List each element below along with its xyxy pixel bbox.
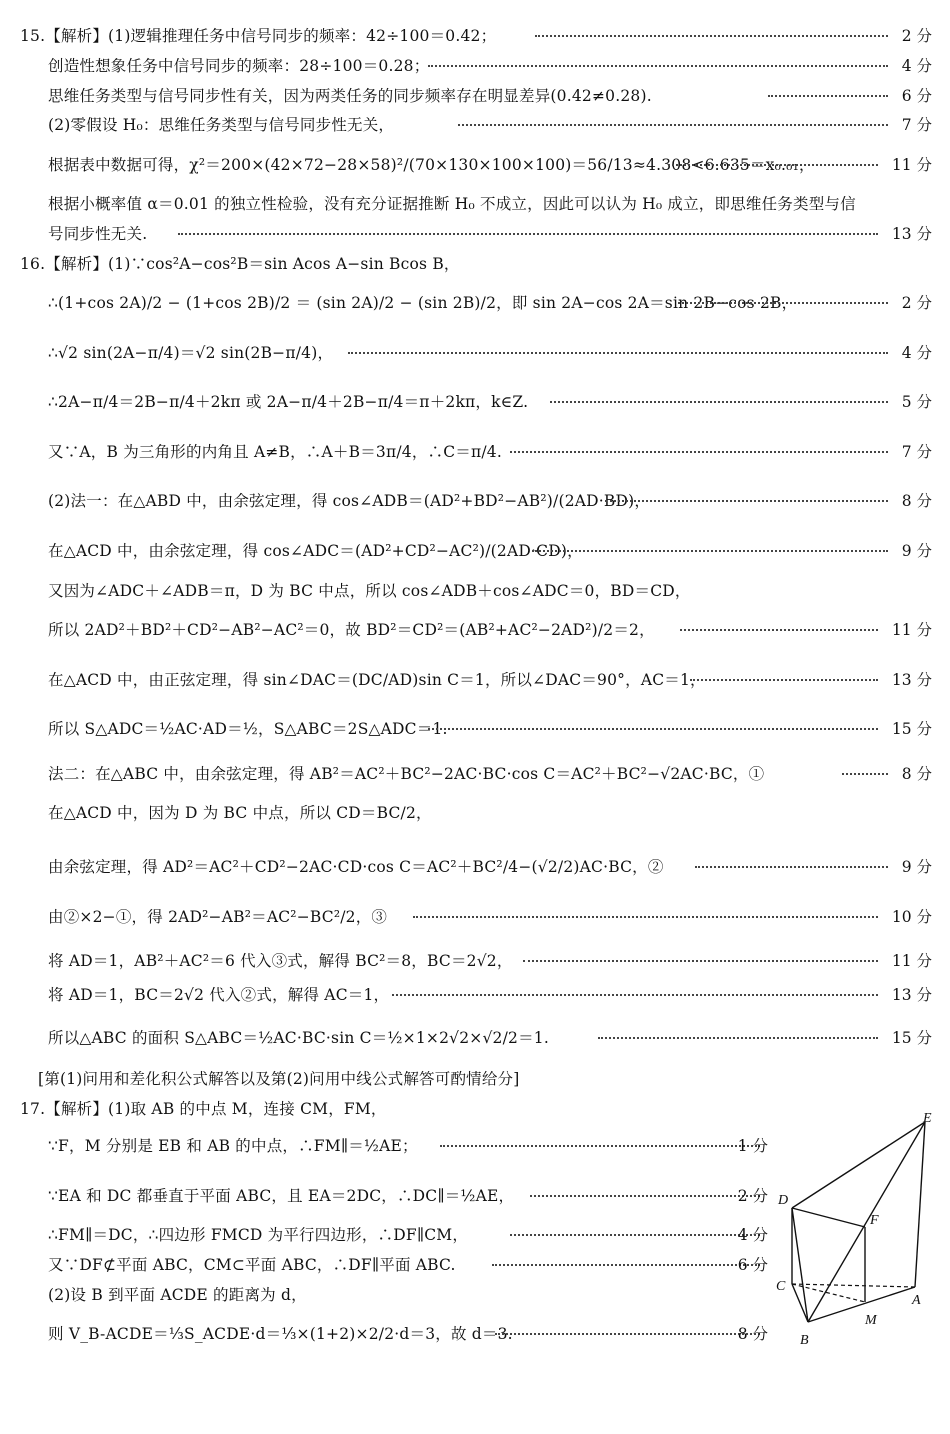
- leader-dots: [440, 1145, 760, 1147]
- leader-dots: [392, 994, 878, 996]
- score-label: 6 分: [901, 87, 932, 105]
- leader-dots: [428, 65, 888, 67]
- line-text: 所以 2AD²＋BD²＋CD²−AB²−AC²＝0，故 BD²＝CD²＝(AB²+AC²−2AD²)/2＝2，: [48, 621, 655, 639]
- leader-dots: [842, 773, 888, 775]
- text-line: [0, 332, 950, 372]
- line-text: ∴√2 sin(2A−π/4)＝√2 sin(2B−π/4)，: [48, 344, 334, 362]
- score-label: 5 分: [901, 393, 932, 411]
- text-line: [0, 1017, 950, 1057]
- leader-dots: [605, 500, 888, 502]
- edge-DB: [792, 1208, 808, 1322]
- text-line: [0, 659, 950, 699]
- text-line: [0, 609, 950, 649]
- line-text: 所以△ABC 的面积 S△ABC＝½AC·BC·sin C＝½×1×2√2×√2/2＝1.: [48, 1029, 549, 1047]
- text-line: [0, 480, 950, 520]
- line-text: ∵EA 和 DC 都垂直于平面 ABC，且 EA＝2DC，∴DC∥＝½AE，: [48, 1187, 515, 1205]
- label-F: F: [870, 1213, 879, 1228]
- line-text: 则 V_B-ACDE＝⅓S_ACDE·d＝⅓×(1+2)×2/2·d＝3，故 d＝3.: [48, 1325, 513, 1343]
- edge-CA: [792, 1284, 915, 1287]
- text-line: [0, 104, 950, 144]
- label-A: A: [912, 1293, 921, 1308]
- text-line: [0, 570, 950, 610]
- line-text: (2)设 B 到平面 ACDE 的距离为 d，: [48, 1286, 307, 1304]
- score-label: 1 分: [737, 1137, 768, 1155]
- line-text: 根据小概率值 α＝0.01 的独立性检验，没有充分证据推断 H₀ 不成立，因此可以认为 H₀ 成立，即思维任务类型与信: [48, 195, 856, 213]
- leader-dots: [530, 1195, 760, 1197]
- text-line: [0, 144, 950, 184]
- score-label: 8 分: [901, 765, 932, 783]
- line-text: 由②×2−①，得 2AD²−AB²＝AC²−BC²/2，③: [48, 908, 388, 926]
- score-label: 4 分: [901, 344, 932, 362]
- text-line: [0, 708, 950, 748]
- line-text: 又因为∠ADC＋∠ADB＝π，D 为 BC 中点，所以 cos∠ADB＋cos∠ADC＝0，BD＝CD，: [48, 582, 691, 600]
- score-label: 10 分: [891, 908, 932, 926]
- score-label: 4 分: [737, 1226, 768, 1244]
- edge-EB: [808, 1122, 925, 1322]
- leader-dots: [598, 1037, 878, 1039]
- edge-ED: [792, 1122, 925, 1208]
- score-label: 11 分: [891, 156, 932, 174]
- leader-dots: [550, 401, 888, 403]
- geometry-figure: [770, 1112, 940, 1362]
- text-line: [0, 530, 950, 570]
- leader-dots: [510, 451, 888, 453]
- leader-dots: [458, 124, 888, 126]
- line-text: ∴2A−π/4＝2B−π/4＋2kπ 或 2A−π/4＋2B−π/4＝π＋2kπ，k∈Z.: [48, 393, 529, 411]
- score-label: 9 分: [901, 542, 932, 560]
- score-label: 4 分: [901, 57, 932, 75]
- score-label: 2 分: [901, 294, 932, 312]
- line-text: 在△ACD 中，由正弦定理，得 sin∠DAC＝(DC/AD)sin C＝1，所以∠DAC＝90°，AC＝1，: [48, 671, 706, 689]
- line-text: 由余弦定理，得 AD²＝AC²＋CD²−2AC·CD·cos C＝AC²＋BC²/4−(√2/2)AC·BC，②: [48, 858, 664, 876]
- text-line: [0, 896, 950, 936]
- line-text: 又∵A，B 为三角形的内角且 A≠B，∴A＋B＝3π/4，∴C＝π/4.: [48, 443, 502, 461]
- leader-dots: [178, 233, 878, 235]
- line-text: 将 AD＝1，AB²＋AC²＝6 代入③式，解得 BC²＝8，BC＝2√2，: [48, 952, 513, 970]
- label-D: D: [778, 1193, 789, 1208]
- edge-DF: [792, 1208, 865, 1227]
- label-M: M: [865, 1313, 877, 1328]
- leader-dots: [510, 1234, 760, 1236]
- score-label: 2 分: [901, 27, 932, 45]
- line-text: [第(1)问用和差化积公式解答以及第(2)问用中线公式解答可酌情给分]: [38, 1070, 520, 1088]
- text-line: [0, 282, 950, 322]
- text-line: [0, 792, 950, 832]
- text-line: [0, 381, 950, 421]
- line-text: 在△ACD 中，由余弦定理，得 cos∠ADC＝(AD²+CD²−AC²)/(2AD·CD)，: [48, 542, 583, 560]
- line-text: 创造性想象任务中信号同步的频率：28÷100＝0.28；: [48, 57, 430, 75]
- leader-dots: [695, 866, 888, 868]
- score-label: 13 分: [891, 225, 932, 243]
- line-text: (2)零假设 H₀：思维任务类型与信号同步性无关，: [48, 116, 395, 134]
- score-label: 7 分: [901, 443, 932, 461]
- score-label: 13 分: [891, 671, 932, 689]
- score-label: 8 分: [737, 1325, 768, 1343]
- leader-dots: [428, 728, 878, 730]
- line-text: ∵F，M 分别是 EB 和 AB 的中点，∴FM∥＝½AE；: [48, 1137, 418, 1155]
- text-line: [0, 753, 950, 793]
- line-text: ∴FM∥＝DC，∴四边形 FMCD 为平行四边形，∴DF∥CM，: [48, 1226, 469, 1244]
- leader-dots: [348, 352, 888, 354]
- label-B: B: [800, 1333, 809, 1348]
- text-line: [0, 431, 950, 471]
- leader-dots: [535, 35, 888, 37]
- score-label: 11 分: [891, 952, 932, 970]
- line-text: 15.【解析】(1)逻辑推理任务中信号同步的频率：42÷100＝0.42；: [20, 27, 497, 45]
- score-label: 15 分: [891, 720, 932, 738]
- line-text: 所以 S△ADC＝½AC·AD＝½，S△ABC＝2S△ADC＝1.: [48, 720, 448, 738]
- leader-dots: [532, 550, 888, 552]
- score-label: 11 分: [891, 621, 932, 639]
- line-text: 思维任务类型与信号同步性有关，因为两类任务的同步频率存在明显差异(0.42≠0.28).: [48, 87, 652, 105]
- line-text: (2)法一：在△ABD 中，由余弦定理，得 cos∠ADB＝(AD²+BD²−AB²)/(2AD·BD)，: [48, 492, 651, 510]
- line-text: 根据表中数据可得，χ²＝200×(42×72−28×58)²/(70×130×100×100)＝56/13≈4.308<6.635＝x₀.₀₁，: [48, 156, 815, 174]
- leader-dots: [680, 629, 878, 631]
- line-text: 又∵DF⊄平面 ABC，CM⊂平面 ABC，∴DF∥平面 ABC.: [48, 1256, 456, 1274]
- text-line: [0, 974, 950, 1014]
- leader-dots: [523, 960, 878, 962]
- leader-dots: [413, 916, 878, 918]
- line-text: 16.【解析】(1)∵cos²A−cos²B＝sin Acos A−sin Bcos B，: [20, 255, 460, 273]
- label-E: E: [923, 1112, 932, 1126]
- leader-dots: [768, 95, 888, 97]
- line-text: 法二：在△ABC 中，由余弦定理，得 AB²＝AC²＋BC²−2AC·BC·cos C＝AC²＋BC²−√2AC·BC，①: [48, 765, 765, 783]
- text-line: [0, 846, 950, 886]
- score-label: 9 分: [901, 858, 932, 876]
- line-text: 17.【解析】(1)取 AB 的中点 M，连接 CM，FM，: [20, 1100, 387, 1118]
- score-label: 8 分: [901, 492, 932, 510]
- score-label: 15 分: [891, 1029, 932, 1047]
- line-text: 号同步性无关.: [48, 225, 148, 243]
- leader-dots: [668, 164, 878, 166]
- score-label: 2 分: [737, 1187, 768, 1205]
- text-line: [0, 243, 950, 283]
- leader-dots: [492, 1264, 760, 1266]
- line-text: ∴(1+cos 2A)/2 − (1+cos 2B)/2 ＝ (sin 2A)/2 − (sin 2B)/2，即 sin 2A−cos 2A＝sin 2B−cos 2B，: [48, 294, 798, 312]
- leader-dots: [495, 1333, 760, 1335]
- label-C: C: [776, 1279, 786, 1294]
- score-label: 7 分: [901, 116, 932, 134]
- leader-dots: [678, 302, 888, 304]
- edge-BA: [808, 1287, 915, 1322]
- edge-EA: [915, 1122, 925, 1287]
- score-label: 13 分: [891, 986, 932, 1004]
- score-label: 6 分: [737, 1256, 768, 1274]
- line-text: 将 AD＝1，BC＝2√2 代入②式，解得 AC＝1，: [48, 986, 390, 1004]
- leader-dots: [690, 679, 878, 681]
- line-text: 在△ACD 中，因为 D 为 BC 中点，所以 CD＝BC/2，: [48, 804, 432, 822]
